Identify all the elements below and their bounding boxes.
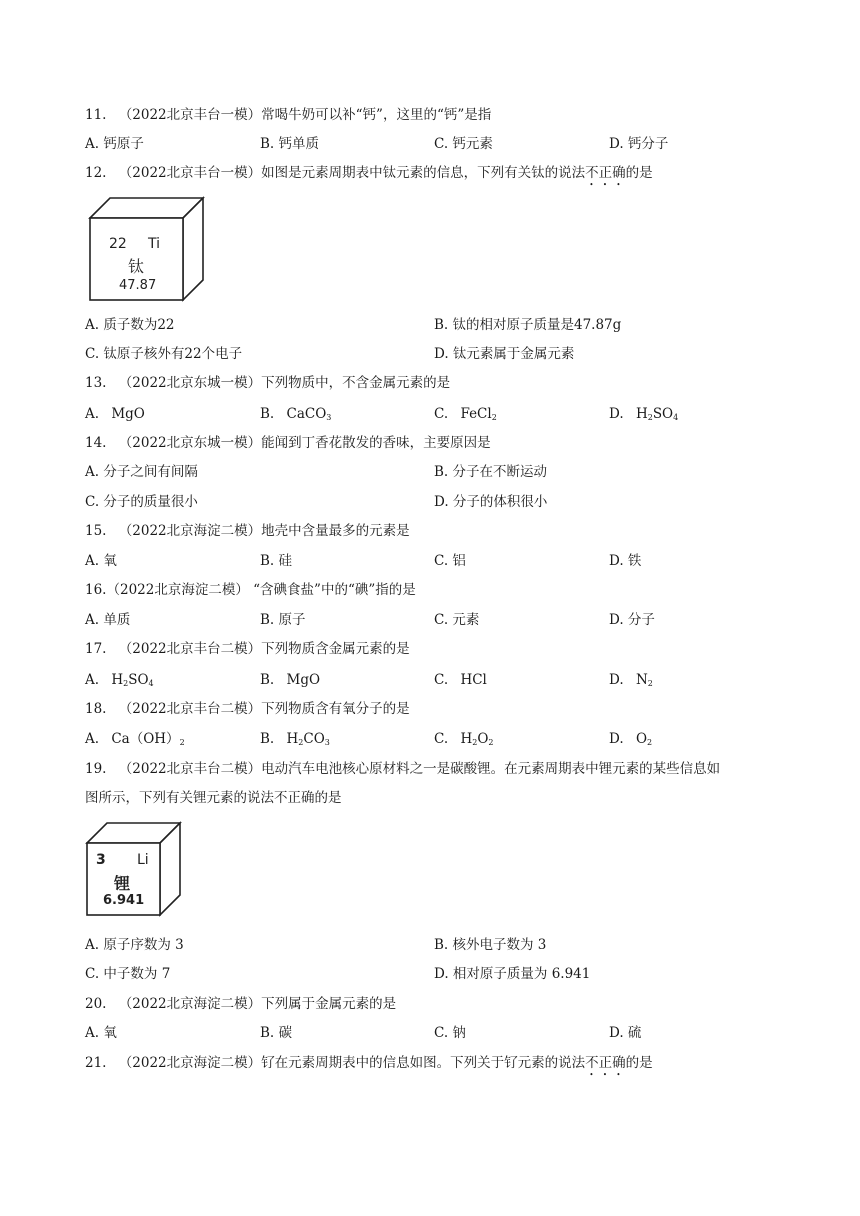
option-label: B. (260, 731, 275, 747)
atomic-mass: 47.87 (119, 278, 157, 293)
option-label: D. (609, 672, 624, 688)
question-19 (85, 760, 720, 778)
question-11 (85, 106, 491, 124)
emphasis-text: 不正确 (585, 1055, 626, 1071)
element-card-titanium (88, 196, 206, 302)
element-card-lithium (85, 821, 183, 917)
option-a: A. 原子序数为 3 (85, 937, 184, 953)
subscript: 2 (123, 679, 129, 688)
question-number: 18. (85, 701, 107, 717)
option-c (434, 671, 487, 689)
subscript: 2 (491, 413, 497, 422)
option-a (85, 405, 145, 423)
option-a: A. 质子数为22 (85, 317, 175, 333)
question-number: 17. (85, 641, 107, 657)
question-14 (85, 434, 491, 452)
question-number: 13. (85, 375, 107, 391)
question-21 (85, 1054, 653, 1079)
formula-part: H (111, 672, 124, 688)
formula-part: H (635, 406, 648, 422)
option-d: D. 分子 (609, 612, 655, 628)
question-number: 19. (85, 761, 107, 777)
subscript: 4 (148, 679, 154, 688)
subscript: 2 (647, 738, 653, 747)
formula-part: O (635, 731, 648, 747)
question-number: 21. (85, 1055, 107, 1071)
question-20 (85, 995, 396, 1013)
option-c: C. 钙元素 (434, 136, 493, 152)
option-c: C. 中子数为 7 (85, 966, 171, 982)
option-d: D. 相对原子质量为 6.941 (434, 966, 591, 982)
question-13 (85, 374, 450, 392)
element-name: 锂 (114, 874, 131, 893)
question-stem-end: 的是 (625, 165, 653, 181)
formula (460, 731, 493, 747)
formula (460, 406, 496, 422)
question-number: 14. (85, 435, 107, 451)
question-number: 11. (85, 107, 107, 123)
subscript: 2 (298, 738, 304, 747)
question-stem: 常喝牛奶可以补“钙”，这里的“钙”是指 (261, 107, 492, 123)
subscript: 4 (673, 413, 679, 422)
option-a: A. 分子之间有间隔 (85, 464, 198, 480)
question-17 (85, 640, 410, 658)
element-symbol: Li (137, 852, 149, 868)
question-source: （2022北京丰台二模） (118, 641, 262, 657)
element-name: 钛 (128, 257, 145, 276)
option-c: C. 钠 (434, 1025, 466, 1041)
option-d: D. 铁 (609, 553, 642, 569)
atomic-mass: 6.941 (103, 893, 145, 908)
question-stem: 下列物质含金属元素的是 (261, 641, 410, 657)
option-b: B. 原子 (260, 612, 306, 628)
option-a (85, 671, 154, 689)
option-label: C. (434, 672, 449, 688)
question-source: （2022北京海淀二模） (106, 582, 249, 598)
question-number: 12. (85, 165, 107, 181)
question-source: （2022北京东城一模） (118, 435, 262, 451)
formula-part: FeCl (460, 406, 492, 422)
formula (287, 731, 330, 747)
emphasis-text: 不正确 (585, 165, 626, 181)
question-stem: 下列物质含有氧分子的是 (261, 701, 410, 717)
option-d: D. 分子的体积很小 (434, 494, 548, 510)
formula: MgO (286, 672, 321, 688)
option-a: A. 单质 (85, 612, 131, 628)
question-18 (85, 700, 410, 718)
question-number: 16. (85, 582, 107, 598)
question-stem: 下列物质中，不含金属元素的是 (261, 375, 451, 391)
option-d: D. 钛元素属于金属元素 (434, 346, 575, 362)
option-a: A. 氧 (85, 553, 117, 569)
option-c (434, 405, 497, 423)
option-label: B. (260, 672, 275, 688)
formula (636, 406, 678, 422)
option-c: C. 铝 (434, 553, 466, 569)
question-stem: “含碘食盐”中的“碘”指的是 (248, 582, 416, 598)
question-stem: 电动汽车电池核心原材料之一是碳酸锂。在元素周期表中锂元素的某些信息如 (261, 761, 721, 777)
atomic-number: 22 (109, 236, 127, 252)
option-d: D. 钙分子 (609, 136, 669, 152)
option-b: B. 硅 (260, 553, 293, 569)
formula (636, 672, 653, 688)
question-stem: 如图是元素周期表中钛元素的信息，下列有关钛的说法 (261, 165, 586, 181)
question-stem: 下列属于金属元素的是 (261, 996, 397, 1012)
question-source: （2022北京丰台一模） (118, 107, 262, 123)
subscript: 2 (647, 413, 653, 422)
formula (636, 731, 652, 747)
formula (287, 406, 332, 422)
question-stem-end: 的是 (625, 1055, 653, 1071)
subscript: 2 (647, 679, 653, 688)
question-19-line-2: 图所示，下列有关锂元素的说法不正确的是 (85, 790, 342, 806)
option-b: B. 分子在不断运动 (434, 464, 548, 480)
subscript: 3 (326, 413, 332, 422)
option-b: B. 碳 (260, 1025, 293, 1041)
question-12 (85, 164, 653, 189)
option-label: C. (434, 731, 449, 747)
option-c: C. 分子的质量很小 (85, 494, 198, 510)
formula-part: CO (303, 731, 325, 747)
formula-part: SO (128, 672, 149, 688)
formula: HCl (460, 672, 487, 688)
question-source: （2022北京丰台二模） (118, 701, 262, 717)
formula-part: N (635, 672, 648, 688)
formula-part: SO (652, 406, 674, 422)
question-number: 15. (85, 523, 107, 539)
question-16 (85, 581, 416, 599)
formula (111, 731, 184, 747)
option-label: D. (609, 731, 624, 747)
question-stem: 地壳中含量最多的元素是 (261, 523, 410, 539)
option-c (434, 730, 493, 748)
option-label: D. (609, 406, 624, 422)
formula-part: H (460, 731, 473, 747)
subscript: 2 (472, 738, 478, 747)
atomic-number: 3 (96, 852, 106, 868)
option-a: A. 钙原子 (85, 136, 144, 152)
option-c: C. 元素 (434, 612, 480, 628)
option-label: A. (85, 406, 100, 422)
question-number: 20. (85, 996, 107, 1012)
option-a (85, 730, 185, 748)
option-a: A. 氧 (85, 1025, 117, 1041)
subscript: 3 (324, 738, 330, 747)
option-label: A. (85, 731, 100, 747)
question-source: （2022北京丰台一模） (118, 165, 262, 181)
element-symbol: Ti (148, 236, 161, 252)
subscript: 2 (488, 738, 494, 747)
formula (111, 672, 153, 688)
option-b: B. 钛的相对原子质量是47.87g (434, 317, 622, 333)
option-d (609, 405, 678, 423)
option-b (260, 671, 320, 689)
formula: MgO (111, 406, 145, 422)
option-c: C. 钛原子核外有22个电子 (85, 346, 243, 362)
question-source: （2022北京丰台二模） (118, 761, 262, 777)
option-b (260, 730, 330, 748)
option-label: A. (85, 672, 100, 688)
option-d (609, 730, 652, 748)
formula-part: O (477, 731, 489, 747)
formula-part: H (286, 731, 299, 747)
question-source: （2022北京海淀二模） (118, 1055, 262, 1071)
question-source: （2022北京东城一模） (118, 375, 262, 391)
question-stem: 钌在元素周期表中的信息如图。下列关于钌元素的说法 (261, 1055, 586, 1071)
formula-part: Ca（OH） (111, 731, 180, 747)
option-label: B. (260, 406, 275, 422)
formula-part: CaCO (286, 406, 327, 422)
option-b: B. 钙单质 (260, 136, 320, 152)
option-b: B. 核外电子数为 3 (434, 937, 547, 953)
question-15 (85, 522, 410, 540)
option-d: D. 硫 (609, 1025, 642, 1041)
question-source: （2022北京海淀二模） (118, 523, 262, 539)
option-label: C. (434, 406, 449, 422)
question-stem: 能闻到丁香花散发的香味，主要原因是 (261, 435, 491, 451)
subscript: 2 (179, 738, 185, 747)
option-d (609, 671, 653, 689)
question-source: （2022北京海淀二模） (118, 996, 262, 1012)
option-b (260, 405, 331, 423)
